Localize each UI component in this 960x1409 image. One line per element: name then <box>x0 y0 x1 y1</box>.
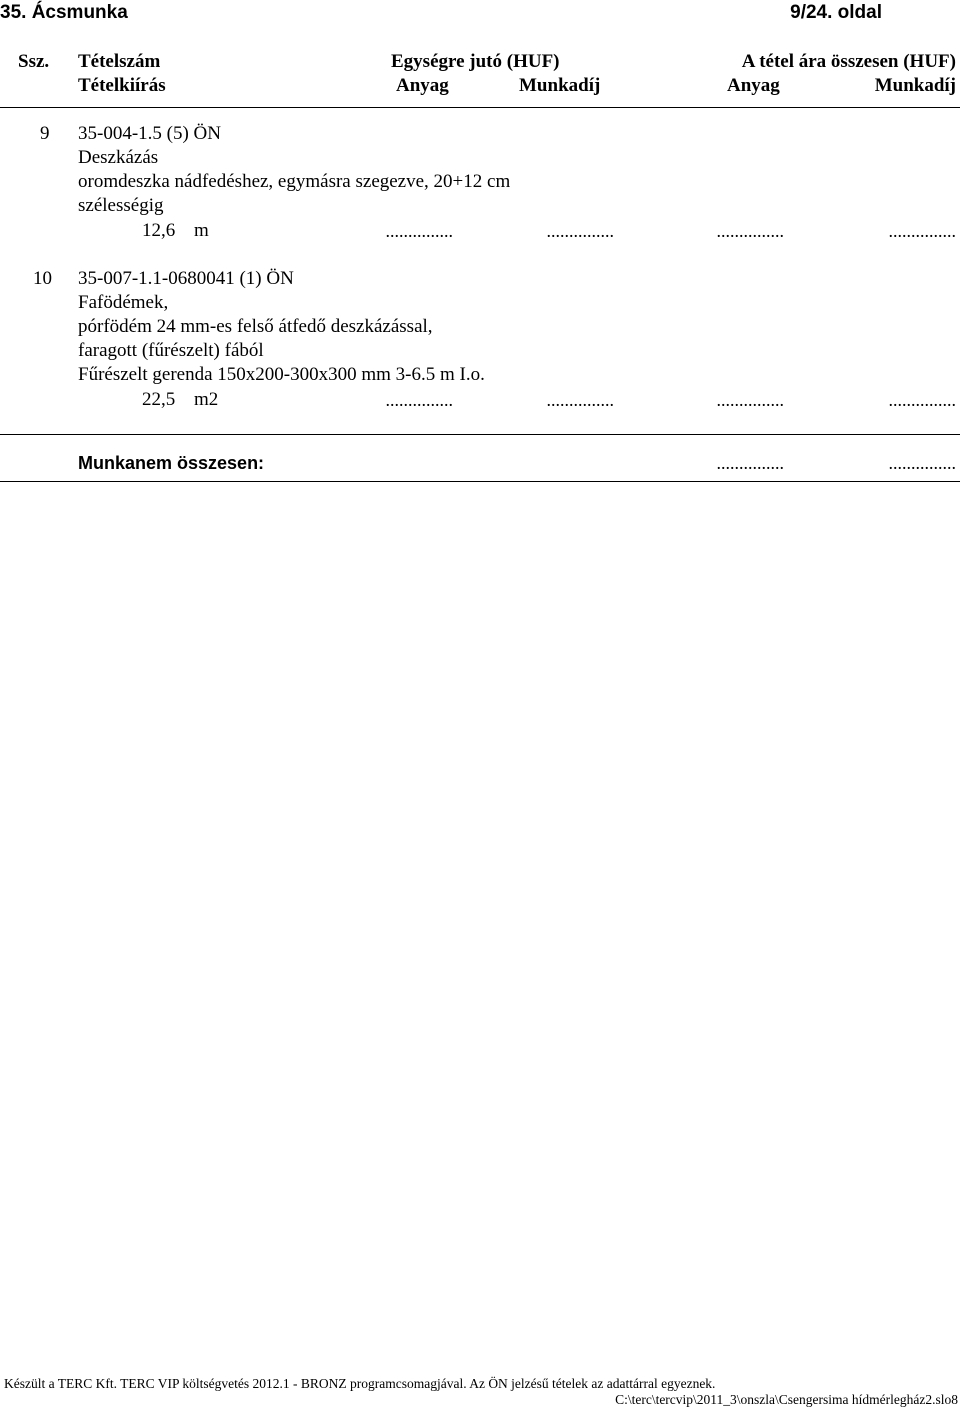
column-header-ssz: Ssz. <box>18 51 50 72</box>
item-unit-munkadij: ............... <box>546 221 614 241</box>
header-divider <box>0 107 960 108</box>
summary-total-munkadij: ............... <box>888 453 956 473</box>
chapter-title: 35. Ácsmunka <box>0 2 128 23</box>
item-description-line: faragott (fűrészelt) fából <box>78 340 264 361</box>
item-unit: m <box>194 220 209 241</box>
item-quantity: 12,6 <box>142 220 176 241</box>
item-description-line: Fűrészelt gerenda 150x200-300x300 mm 3-6.5 m I.o. <box>78 364 485 385</box>
item-ssz: 10 <box>33 268 52 289</box>
summary-label: Munkanem összesen: <box>78 453 265 473</box>
column-header-tetelszam: Tételszám <box>78 51 161 72</box>
item-description-line: Deszkázás <box>78 147 159 168</box>
summary-bottom-divider <box>0 481 960 482</box>
item-quantity: 22,5 <box>142 389 176 410</box>
summary-top-divider <box>0 434 960 435</box>
column-header-unit-anyag: Anyag <box>396 75 449 96</box>
column-header-total-anyag: Anyag <box>727 75 780 96</box>
item-code: 35-007-1.1-0680041 (1) ÖN <box>78 268 294 289</box>
item-total-anyag: ............... <box>716 221 784 241</box>
footer-file-path: C:\terc\tercvip\2011_3\onszla\Csengersima hídmérlegház2.slo8 <box>615 1392 958 1407</box>
item-total-munkadij: ............... <box>888 390 956 410</box>
item-ssz: 9 <box>40 123 50 144</box>
item-total-munkadij: ............... <box>888 221 956 241</box>
item-description-line: Fafödémek, <box>78 292 169 313</box>
column-header-total-price: A tétel ára összesen (HUF) <box>741 51 956 72</box>
column-header-tetelkiiras: Tételkiírás <box>78 75 166 96</box>
footer-credit: Készült a TERC Kft. TERC VIP költségvetés 2012.1 - BRONZ programcsomagjával. Az ÖN jelzésű tételek az adattárral egyeznek. <box>4 1376 716 1391</box>
item-description-line: szélességig <box>78 195 164 216</box>
page-number: 9/24. oldal <box>790 2 882 23</box>
column-header-unit-munkadij: Munkadíj <box>519 75 601 96</box>
item-description-line: oromdeszka nádfedéshez, egymásra szegezve, 20+12 cm <box>78 171 511 192</box>
item-description-line: pórfödém 24 mm-es felső átfedő deszkázással, <box>78 316 433 337</box>
column-header-total-munkadij: Munkadíj <box>874 75 956 96</box>
item-unit: m2 <box>194 389 219 410</box>
item-code: 35-004-1.5 (5) ÖN <box>78 123 222 144</box>
item-unit-munkadij: ............... <box>546 390 614 410</box>
item-unit-anyag: ............... <box>385 221 453 241</box>
item-unit-anyag: ............... <box>385 390 453 410</box>
summary-total-anyag: ............... <box>716 453 784 473</box>
item-total-anyag: ............... <box>716 390 784 410</box>
column-header-unit-price: Egységre jutó (HUF) <box>391 51 560 72</box>
